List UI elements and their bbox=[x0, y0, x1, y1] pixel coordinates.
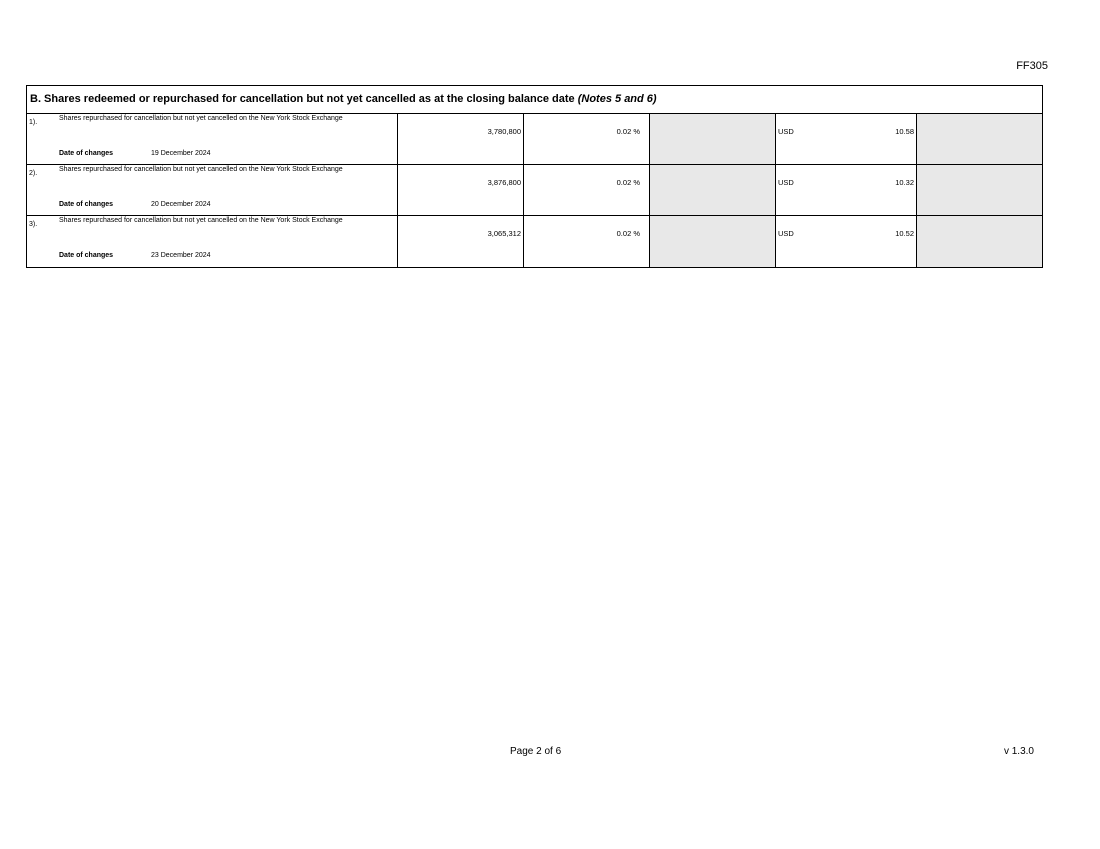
shares-count: 3,780,800 bbox=[398, 114, 524, 164]
table-row bbox=[27, 165, 1042, 216]
shares-count: 3,065,312 bbox=[398, 216, 524, 267]
currency: USD bbox=[778, 229, 794, 238]
shares-percent: 0.02 % bbox=[524, 165, 650, 215]
table-row bbox=[27, 114, 1042, 165]
date-of-changes-value: 20 December 2024 bbox=[151, 201, 211, 208]
shares-percent: 0.02 % bbox=[524, 114, 650, 164]
row-index: 3). bbox=[29, 221, 38, 228]
shares-percent: 0.02 % bbox=[524, 216, 650, 267]
section-notes: (Notes 5 and 6) bbox=[577, 93, 657, 105]
row-description: Shares repurchased for cancellation but not yet cancelled on the New York Stock Exchange bbox=[59, 166, 343, 173]
section-title bbox=[27, 86, 1042, 114]
row-index: 1). bbox=[29, 119, 38, 126]
page-number: Page 2 of 6 bbox=[510, 746, 562, 757]
row-description: Shares repurchased for cancellation but not yet cancelled on the New York Stock Exchange bbox=[59, 115, 343, 122]
shaded-cell bbox=[917, 216, 1042, 267]
price: 10.58 bbox=[895, 127, 914, 136]
shaded-cell bbox=[917, 114, 1042, 164]
currency: USD bbox=[778, 127, 794, 136]
date-of-changes-value: 23 December 2024 bbox=[151, 252, 211, 259]
version-label: v 1.3.0 bbox=[1003, 746, 1034, 757]
date-of-changes-label: Date of changes bbox=[59, 201, 114, 208]
row-index: 2). bbox=[29, 170, 38, 177]
shares-count: 3,876,800 bbox=[398, 165, 524, 215]
row-description-cell bbox=[57, 216, 398, 267]
shaded-cell bbox=[650, 165, 776, 215]
row-description: Shares repurchased for cancellation but not yet cancelled on the New York Stock Exchange bbox=[59, 217, 343, 224]
price-cell bbox=[776, 114, 917, 164]
date-of-changes-label: Date of changes bbox=[59, 150, 114, 157]
shaded-cell bbox=[650, 114, 776, 164]
shaded-cell bbox=[917, 165, 1042, 215]
price-cell bbox=[776, 165, 917, 215]
section-title-text: B. Shares redeemed or repurchased for cancellation but not yet cancelled as at the closing balance date bbox=[30, 93, 575, 105]
date-of-changes-value: 19 December 2024 bbox=[151, 150, 211, 157]
price: 10.52 bbox=[895, 229, 914, 238]
date-of-changes-label: Date of changes bbox=[59, 252, 114, 259]
shaded-cell bbox=[650, 216, 776, 267]
price-cell bbox=[776, 216, 917, 267]
table-row bbox=[27, 216, 1042, 267]
row-description-cell bbox=[57, 114, 398, 164]
form-code: FF305 bbox=[1016, 60, 1048, 72]
price: 10.32 bbox=[895, 178, 914, 187]
row-description-cell bbox=[57, 165, 398, 215]
section-b-table bbox=[26, 85, 1043, 268]
currency: USD bbox=[778, 178, 794, 187]
